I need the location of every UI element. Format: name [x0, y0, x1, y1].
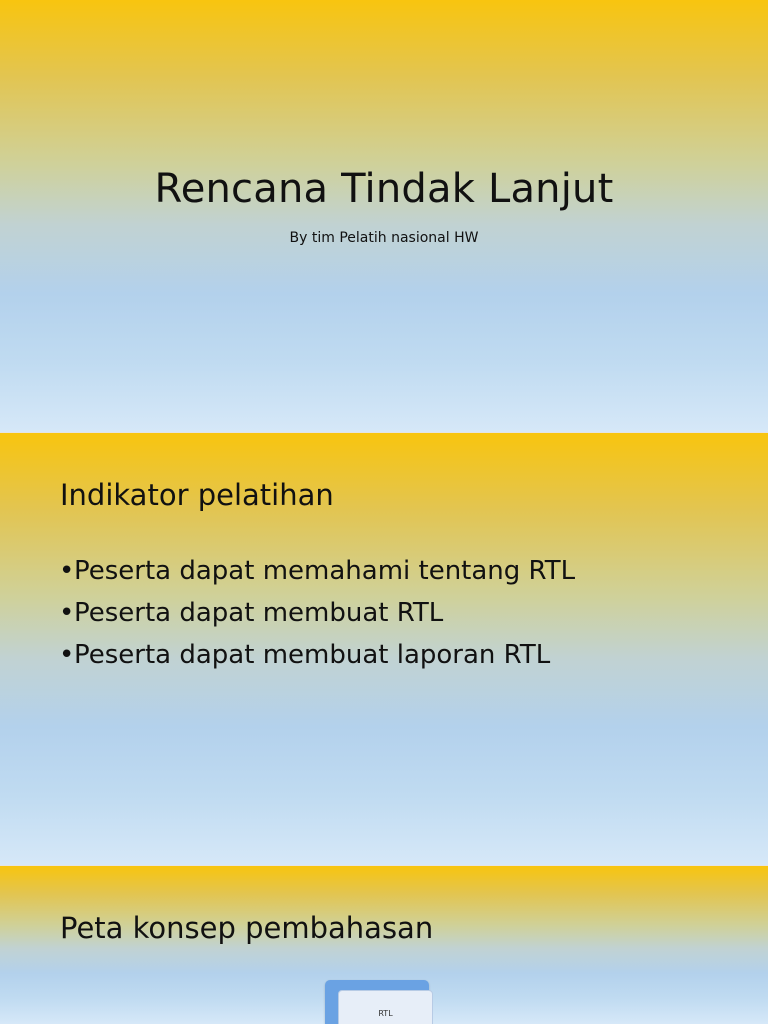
bullet-icon: • — [59, 640, 75, 670]
slide-heading: Peta konsep pembahasan — [60, 911, 434, 945]
bullet-icon: • — [59, 598, 75, 628]
concept-node-label: RTL — [378, 1009, 393, 1018]
presentation-subtitle: By tim Pelatih nasional HW — [289, 230, 479, 246]
slide-heading: Indikator pelatihan — [60, 478, 334, 512]
concept-node-front — [338, 990, 433, 1024]
bullet-item — [59, 592, 575, 634]
bullet-item — [59, 634, 575, 676]
presentation-title: Rencana Tindak Lanjut — [154, 166, 614, 212]
slide-indikator — [0, 433, 768, 865]
bullet-text: Peserta dapat membuat laporan RTL — [74, 640, 551, 670]
slide-peta-konsep — [0, 866, 768, 1024]
bullet-item — [59, 550, 575, 592]
slide-title — [0, 0, 768, 432]
bullet-text: Peserta dapat memahami tentang RTL — [74, 556, 576, 586]
bullet-icon: • — [59, 556, 75, 586]
bullet-text: Peserta dapat membuat RTL — [74, 598, 444, 628]
concept-map-root-node — [325, 980, 433, 1024]
bullet-list — [59, 550, 575, 676]
